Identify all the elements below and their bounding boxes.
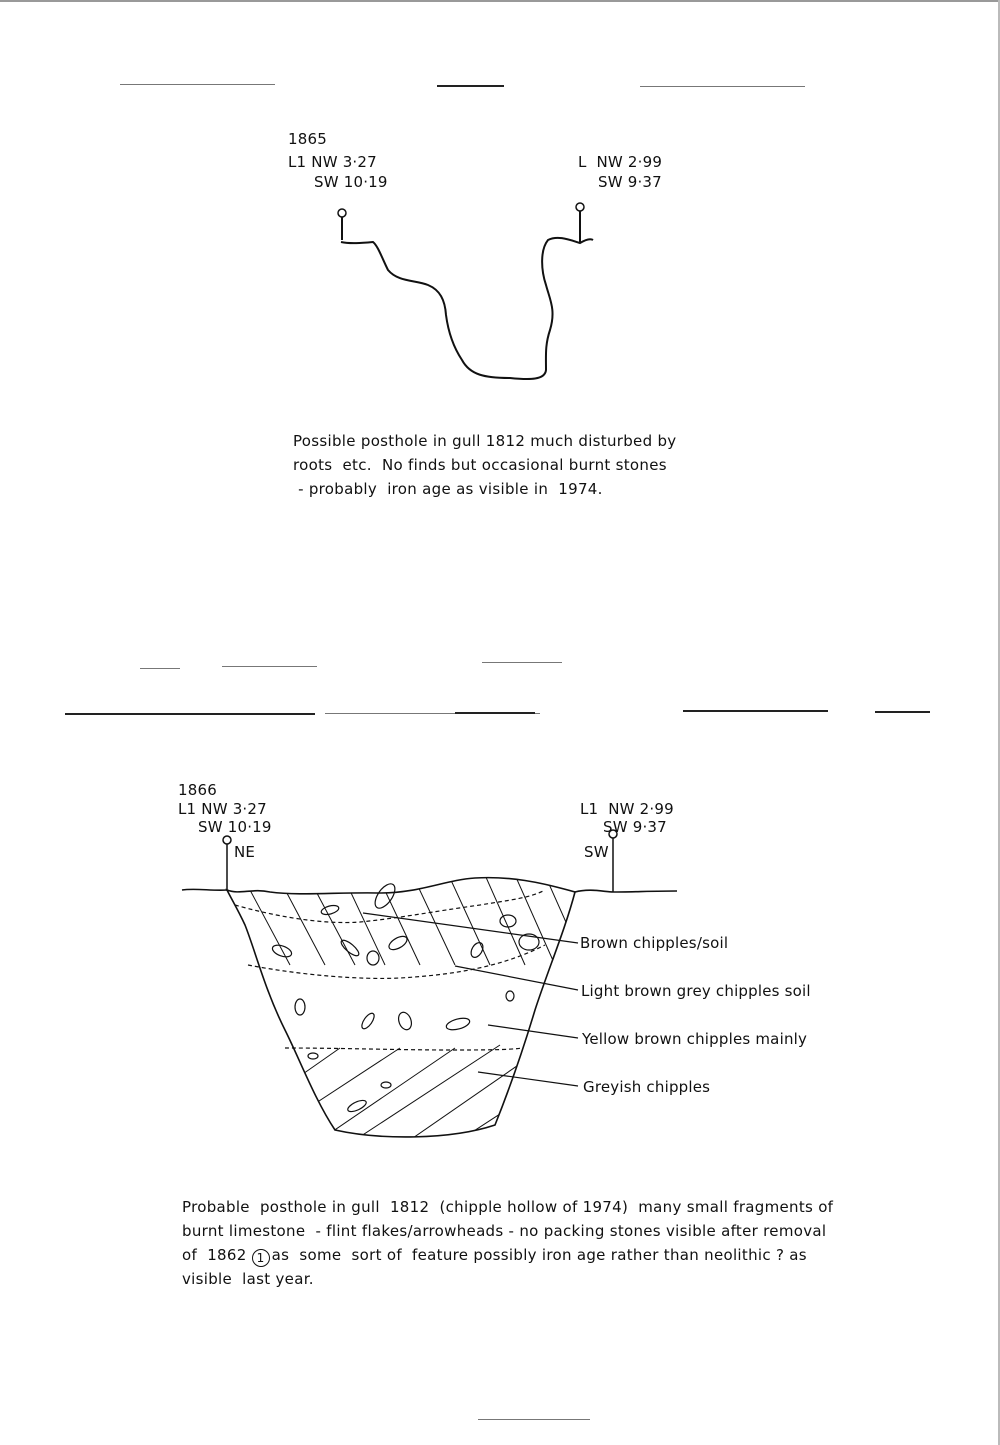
caption-line: roots etc. No finds but occasional burnt stones xyxy=(293,456,667,474)
right-datum-sw: SW 9·37 xyxy=(598,173,662,191)
left-datum-nw: L1 NW 3·27 xyxy=(288,153,377,171)
right-datum-nw: L NW 2·99 xyxy=(578,153,663,171)
caption-line: burnt limestone - flint flakes/arrowheads - no packing stones visible after removal xyxy=(182,1222,827,1240)
direction-ne: NE xyxy=(234,843,256,861)
section-1866-caption xyxy=(182,1195,833,1291)
right-datum-sw: SW 9·37 xyxy=(603,818,667,836)
caption-line: Possible posthole in gull 1812 much disturbed by xyxy=(293,432,677,450)
caption-text: as some sort of feature possibly iron age rather than neolithic ? as xyxy=(271,1246,807,1264)
divider-line xyxy=(478,1419,590,1420)
layer-label-greyish-chipples: Greyish chipples xyxy=(583,1078,711,1096)
caption-line xyxy=(182,1243,833,1267)
left-datum-sw: SW 10·19 xyxy=(198,818,272,836)
caption-line: visible last year. xyxy=(182,1270,314,1288)
caption-line: Probable posthole in gull 1812 (chipple hollow of 1974) many small fragments of xyxy=(182,1198,834,1216)
left-datum-sw: SW 10·19 xyxy=(314,173,388,191)
section-number-1866: 1866 xyxy=(178,781,217,799)
caption-line: - probably iron age as visible in 1974. xyxy=(293,480,603,498)
layer-label-brown-chipples-soil: Brown chipples/soil xyxy=(580,934,729,952)
left-datum-nw: L1 NW 3·27 xyxy=(178,800,267,818)
section-number-1865: 1865 xyxy=(288,130,327,148)
circled-number: 1 xyxy=(252,1249,270,1267)
layer-label-yellow-brown: Yellow brown chipples mainly xyxy=(582,1030,808,1048)
direction-sw: SW xyxy=(584,843,609,861)
layer-label-light-brown-grey: Light brown grey chipples soil xyxy=(581,982,811,1000)
caption-text: of 1862 xyxy=(182,1246,252,1264)
right-datum-nw: L1 NW 2·99 xyxy=(580,800,674,818)
